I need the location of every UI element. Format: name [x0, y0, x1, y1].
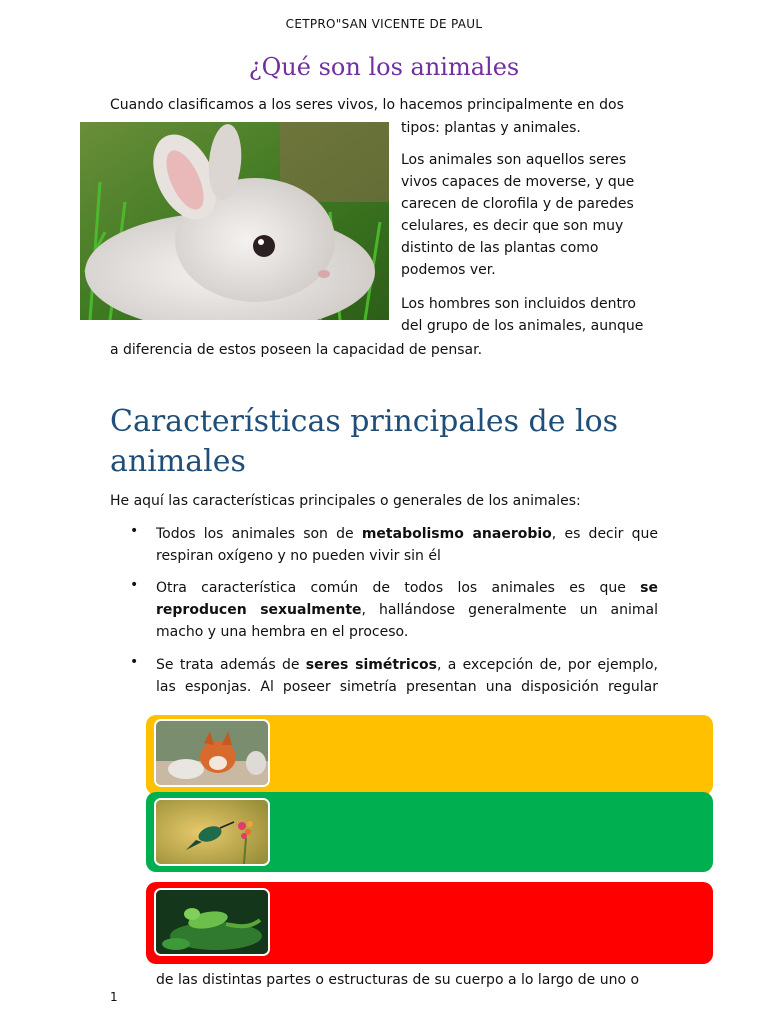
section-lead: He aquí las características principales o generales de los animales: — [110, 493, 581, 509]
bullet-1: Todos los animales son de metabolismo anaerobio, es decir que respiran oxígeno y no pueden vivir sin él — [156, 526, 658, 564]
page-title: ¿Qué son los animales — [248, 53, 520, 81]
page-number: 1 — [110, 990, 118, 1004]
intro-paragraph-2: Los animales son aquellos seres vivos capaces de moverse, y que carecen de clorofila y de paredes celulares, es decir que son muy distinto de las plantas como podemos ver. — [401, 152, 635, 278]
intro-paragraph-3: Los hombres son incluidos dentro del grupo de los animales, aunque — [401, 296, 644, 334]
rabbit-photo — [80, 122, 389, 320]
bullet-2: Otra característica común de todos los animales es que se reproducen sexualmente, hallándose generalmente un animal macho y una hembra en el proceso. — [156, 580, 658, 640]
intro-line-1: Cuando clasificamos a los seres vivos, lo hacemos principalmente en dos — [110, 97, 624, 113]
lizard-thumbnail — [154, 888, 270, 956]
color-row-yellow — [146, 715, 713, 795]
intro-paragraph-3-end: a diferencia de estos poseen la capacidad de pensar. — [110, 342, 483, 358]
color-row-green — [146, 792, 713, 872]
bullet-3: Se trata además de seres simétricos, a excepción de, por ejemplo, las esponjas. Al poseer simetría presentan una disposición regular — [156, 657, 658, 695]
continuation-text: de las distintas partes o estructuras de su cuerpo a lo largo de uno o — [156, 972, 640, 988]
hummingbird-thumbnail — [154, 798, 270, 866]
bullet-icon: • — [130, 577, 139, 593]
bullet-icon: • — [130, 654, 139, 670]
fox-kittens-thumbnail — [154, 719, 270, 787]
intro-line-2: tipos: plantas y animales. — [401, 120, 581, 136]
document-header: CETPRO"SAN VICENTE DE PAUL — [285, 17, 483, 31]
section-heading: Características principales de los animales — [110, 404, 619, 479]
bullet-icon: • — [130, 523, 139, 539]
color-row-red — [146, 882, 713, 964]
